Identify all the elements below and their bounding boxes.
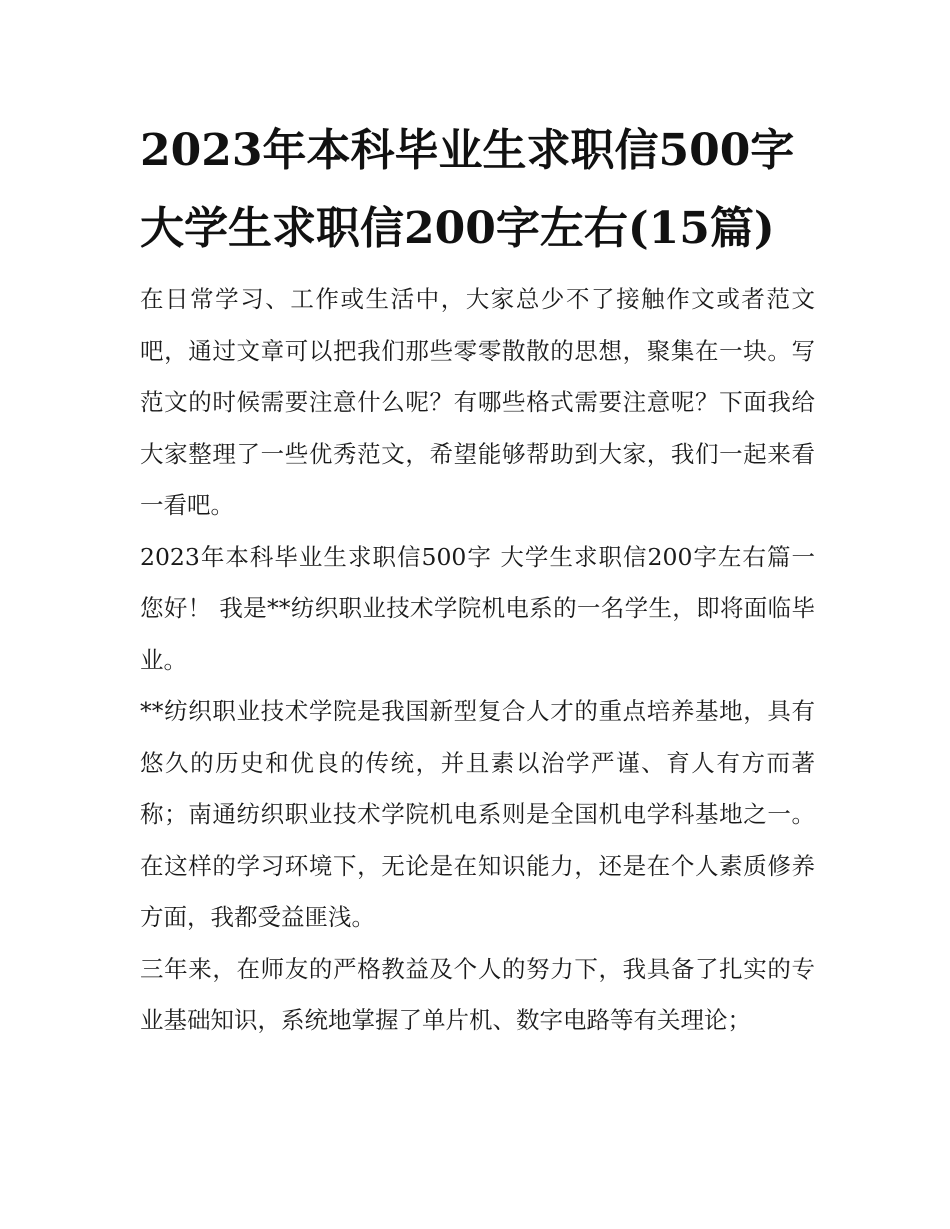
paragraph-letter-opening: 2023年本科毕业生求职信500字 大学生求职信200字左右篇一 您好！ 我是**纺织职业技术学院机电系的一名学生，即将面临毕业。 [140,542,815,674]
paragraph-intro: 在日常学习、工作或生活中，大家总少不了接触作文或者范文吧，通过文章可以把我们那些零零散散的思想，聚集在一块。写范文的时候需要注意什么呢？有哪些格式需要注意呢？下面我给大家整理了一些优秀范文，希望能够帮助到大家，我们一起来看一看吧。 [140,285,815,519]
paragraph-school-description: **纺织职业技术学院是我国新型复合人才的重点培养基地，具有悠久的历史和优良的传统，并且素以治学严谨、育人有方而著称；南通纺织职业技术学院机电系则是全国机电学科基地之一。在这样的学习环境下，无论是在知识能力，还是在个人素质修养方面，我都受益匪浅。 [140,697,815,931]
paragraph-skills: 三年来，在师友的严格教益及个人的努力下，我具备了扎实的专业基础知识，系统地掌握了单片机、数字电路等有关理论； [140,954,815,1034]
document-title: 2023年本科毕业生求职信500字 大学生求职信200字左右(15篇) [140,125,795,254]
document-body [140,112,815,1047]
